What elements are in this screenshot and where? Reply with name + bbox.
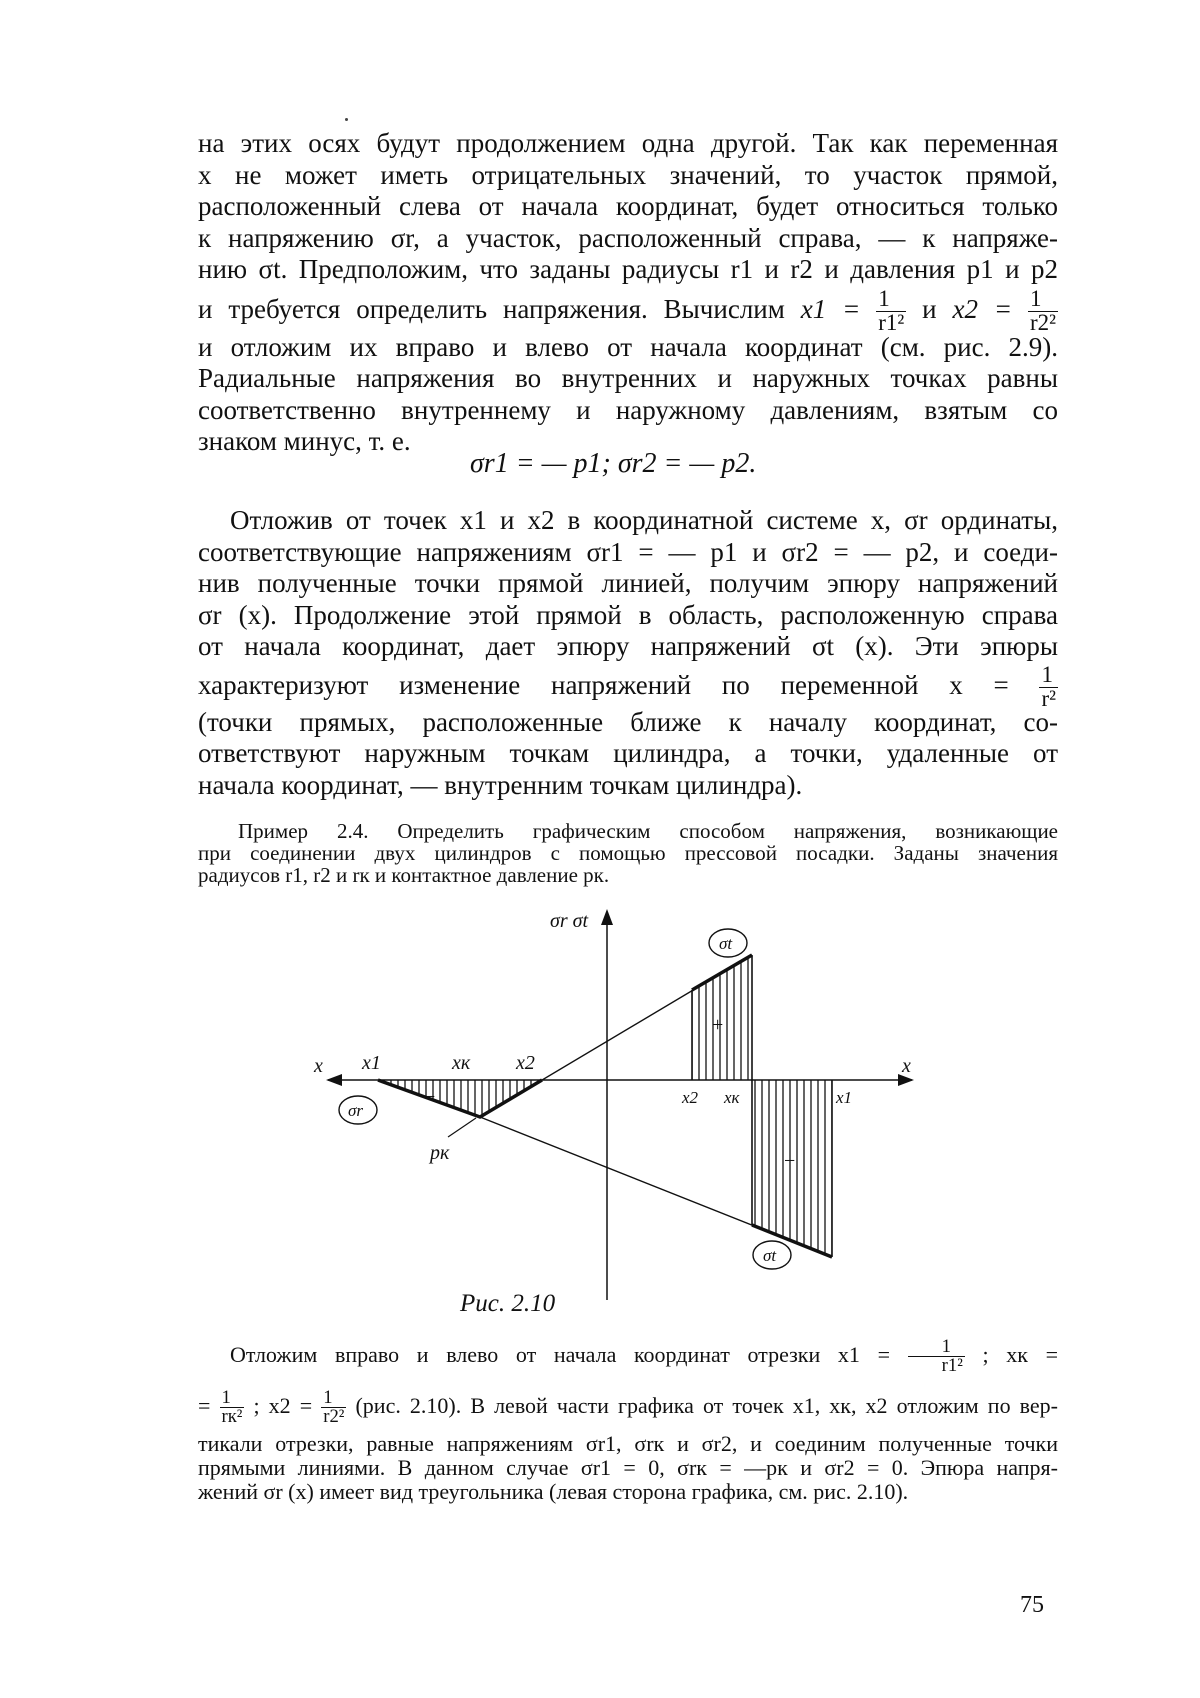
text-segment: = (198, 1393, 211, 1418)
fraction-numerator: 1 (1039, 664, 1058, 688)
paragraph-1 (198, 128, 1058, 458)
text-line: соответственно внутреннему и наружному давлениям, взятым со (198, 394, 1058, 425)
fraction-numerator: 1 (876, 288, 906, 312)
left-xk-label: xк (452, 1052, 471, 1074)
fraction-x1 (908, 1335, 965, 1377)
fraction-x2 (1028, 285, 1058, 335)
fraction-denominator: r² (1041, 685, 1056, 711)
sigma-t-bottom-label: σt (763, 1246, 777, 1265)
x-axis-left-arrow (326, 1074, 342, 1086)
fraction-x (1039, 661, 1058, 711)
text-line: расположенный слева от начала координат, будет относиться только (198, 191, 1058, 221)
minus-sign-left: − (424, 1086, 436, 1108)
text-line-with-fractions (198, 285, 1058, 335)
axis-x-right-label: x (902, 1055, 911, 1077)
fraction-denominator: rк² (221, 1406, 243, 1428)
formula-x1-lhs: x1 = (800, 293, 861, 324)
text-segment: и (922, 293, 953, 324)
fraction-numerator: 1 (321, 1389, 346, 1409)
example-block (198, 820, 1058, 886)
text-segment: ; xк = (982, 1342, 1059, 1367)
text-line: и отложим их вправо и влево от начала координат (см. рис. 2.9). (198, 331, 1058, 362)
sigma-t-top-label: σt (719, 934, 733, 953)
text-line: на этих осях будут продолжением одна другой. Так как переменная (198, 128, 1058, 158)
fraction-denominator: r1² (878, 309, 905, 335)
equation: σr1 = — p1; σr2 = — p2. (470, 448, 757, 479)
text-line: нив полученные точки прямой линией, получим эпюру напряжений (198, 568, 1058, 598)
fraction-numerator: 1 (908, 1338, 965, 1358)
stress-diagram (314, 905, 920, 1305)
text-line: x не может иметь отрицательных значений, то участок прямой, (198, 159, 1058, 190)
sigma-r-label: σr (348, 1101, 363, 1120)
text-line: Пример 2.4. Определить графическим способом напряжения, возникающие (238, 819, 1058, 843)
fraction-numerator: 1 (1028, 288, 1058, 312)
pk-label: pк (430, 1142, 450, 1164)
formula-x2-lhs: x2 = (952, 293, 1013, 324)
text-line: ответствуют наружным точкам цилиндра, а точки, удаленные от (198, 738, 1058, 768)
text-line: Радиальные напряжения во внутренних и наружных точках равны (198, 363, 1058, 393)
text-line: начала координат, — внутренним точкам цилиндра). (198, 769, 803, 800)
fraction-xk (220, 1386, 245, 1428)
text-line: при соединении двух цилиндров с помощью прессовой посадки. Заданы значения (198, 841, 1058, 865)
text-line: прямыми линиями. В данном случае σr1 = 0, σrк = —pк и σr2 = 0. Эпюра напря- (198, 1455, 1058, 1480)
text-line: Отложив от точек x1 и x2 в координатной системе x, σr ординаты, (230, 505, 1058, 535)
text-line: нию σt. Предположим, что заданы радиусы r1 и r2 и давления p1 и p2 (198, 254, 1058, 284)
text-line: к напряжению σr, а участок, расположенный справа, — к напряже- (198, 222, 1058, 253)
text-segment: характеризуют изменение напряжений по переменной x = (198, 669, 1009, 700)
minus-sign-right: − (784, 1150, 796, 1172)
text-line: радиусов r1, r2 и rк и контактное давление pк. (198, 863, 610, 887)
text-line: знаком минус, т. е. (198, 426, 411, 456)
fraction-denominator: r1² (941, 1355, 963, 1377)
text-line: соответствующие напряжениям σr1 = — p1 и σr2 = — p2, и соеди- (198, 536, 1058, 567)
y-axis-arrow (601, 909, 613, 925)
text-line-with-fraction (198, 1330, 1058, 1380)
text-segment: (рис. 2.10). В левой части графика от точек x1, xк, x2 отложим по вер- (355, 1393, 1059, 1418)
axis-y-label: σr σt (550, 910, 589, 932)
right-xk-label: xк (724, 1088, 740, 1107)
right-x1-label: x1 (836, 1088, 853, 1107)
right-x2-label: x2 (682, 1088, 699, 1107)
text-line-with-fractions (198, 1380, 1058, 1432)
pk-leader-line (448, 1118, 476, 1137)
left-x1-label: x1 (362, 1052, 381, 1074)
text-line: от начала координат, дает эпюру напряжений σt (x). Эти эпюры (198, 631, 1058, 661)
fraction-x2 (321, 1386, 346, 1428)
text-segment: Отложим вправо и влево от начала координат отрезки x1 = (230, 1342, 890, 1367)
fraction-numerator: 1 (220, 1389, 245, 1409)
text-segment: и требуется определить напряжения. Вычислим (198, 293, 801, 324)
fraction-denominator: r2² (1030, 309, 1056, 335)
text-line: жений σr (x) имеет вид треугольника (левая сторона графика, см. рис. 2.10). (198, 1479, 909, 1504)
paragraph-2 (198, 505, 1058, 801)
axis-x-left-label: x (314, 1055, 323, 1077)
speck (345, 118, 348, 121)
text-line: (точки прямых, расположенные ближе к началу координат, со- (198, 706, 1058, 737)
fraction-x1 (876, 285, 906, 335)
text-segment: ; x2 = (253, 1393, 313, 1418)
figure-caption: Рис. 2.10 (460, 1290, 556, 1317)
text-line: σr (x). Продолжение этой прямой в область, расположенную справа (198, 599, 1058, 630)
text-line: тикали отрезки, равные напряжениям σr1, σrк и σr2, и соединим полученные точки (198, 1431, 1058, 1456)
bottom-paragraph (198, 1330, 1058, 1504)
left-x2-label: x2 (516, 1052, 535, 1074)
plus-sign: + (712, 1014, 724, 1036)
text-line-with-fraction (198, 661, 1058, 711)
fraction-denominator: r2² (323, 1406, 345, 1428)
page-number: 75 (1020, 1592, 1044, 1618)
